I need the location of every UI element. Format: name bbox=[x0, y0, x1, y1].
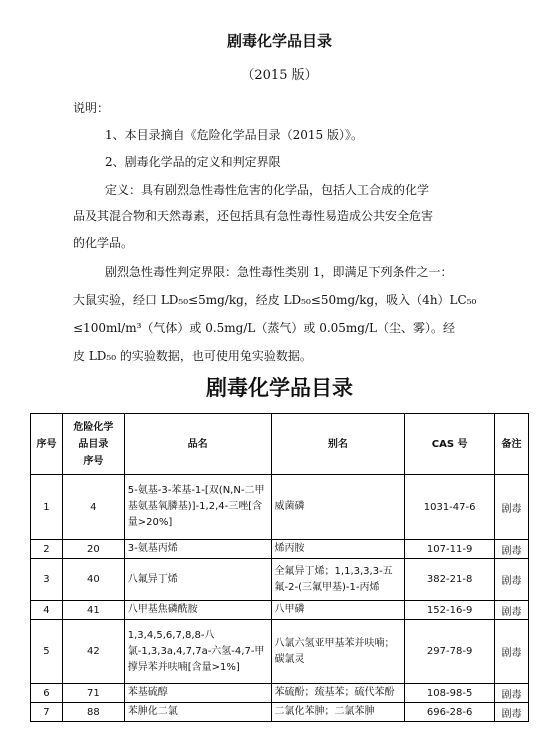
table-row bbox=[31, 559, 529, 601]
document-edition: （2015 版） bbox=[241, 68, 318, 83]
row-seq: 3 bbox=[31, 559, 63, 601]
row-catalog-seq: 88 bbox=[62, 703, 124, 722]
row-seq: 6 bbox=[31, 684, 63, 703]
table-header-row bbox=[31, 414, 529, 475]
table-row bbox=[31, 601, 529, 620]
row-catalog-seq: 40 bbox=[62, 559, 124, 601]
row-name: 5-氨基-3-苯基-1-[双(N,N-二甲基氨基氧膦基)]-1,2,4-三唑[含量>20%] bbox=[124, 475, 271, 540]
row-remark: 剧毒 bbox=[495, 475, 529, 540]
row-catalog-seq: 4 bbox=[62, 475, 124, 540]
row-remark: 剧毒 bbox=[495, 620, 529, 684]
catalog-title: 剧毒化学品目录 bbox=[206, 376, 353, 400]
header-name: 品名 bbox=[124, 414, 271, 475]
note-label: 说明： bbox=[73, 101, 110, 115]
row-cas: 297-78-9 bbox=[405, 620, 495, 684]
table-row bbox=[31, 620, 529, 684]
row-cas: 108-98-5 bbox=[405, 684, 495, 703]
row-name: 苯基硫醇 bbox=[124, 684, 271, 703]
table-row bbox=[31, 684, 529, 703]
header-cas: CAS 号 bbox=[405, 414, 495, 475]
row-catalog-seq: 41 bbox=[62, 601, 124, 620]
row-name: 1,3,4,5,6,7,8,8-八氯-1,3,3a,4,7,7a-六氢-4,7-甲撑异苯并呋喃[含量>1%] bbox=[124, 620, 271, 684]
definition-line: 定义：具有剧烈急性毒性危害的化学品，包括人工合成的化学 bbox=[105, 183, 430, 197]
row-alias: 八甲磷 bbox=[271, 601, 405, 620]
definition-line: 的化学品。 bbox=[73, 236, 134, 250]
table-row bbox=[31, 703, 529, 722]
row-catalog-seq: 71 bbox=[62, 684, 124, 703]
header-catalog-seq-line: 序号 bbox=[83, 455, 104, 467]
row-catalog-seq: 20 bbox=[62, 540, 124, 559]
chemical-catalog-table bbox=[30, 413, 529, 722]
header-catalog-seq-line: 品目录 bbox=[78, 438, 109, 450]
table-row bbox=[31, 475, 529, 540]
definition-line: 品及其混合物和天然毒素，还包括具有急性毒性易造成公共安全危害 bbox=[73, 209, 434, 223]
table-row bbox=[31, 540, 529, 559]
row-catalog-seq: 42 bbox=[62, 620, 124, 684]
row-alias: 苯硫酚；巯基苯；硫代苯酚 bbox=[271, 684, 405, 703]
row-alias: 威菌磷 bbox=[271, 475, 405, 540]
row-remark: 剧毒 bbox=[495, 540, 529, 559]
row-seq: 2 bbox=[31, 540, 63, 559]
row-alias: 全氟异丁烯；1,1,3,3,3-五氟-2-(三氟甲基)-1-丙烯 bbox=[271, 559, 405, 601]
row-name: 苯胂化二氯 bbox=[124, 703, 271, 722]
row-remark: 剧毒 bbox=[495, 684, 529, 703]
header-seq: 序号 bbox=[31, 414, 63, 475]
row-cas: 1031-47-6 bbox=[405, 475, 495, 540]
row-remark: 剧毒 bbox=[495, 703, 529, 722]
row-seq: 5 bbox=[31, 620, 63, 684]
row-name: 八氟异丁烯 bbox=[124, 559, 271, 601]
row-seq: 4 bbox=[31, 601, 63, 620]
header-catalog-seq-line: 危险化学 bbox=[73, 421, 114, 433]
row-alias: 二氯化苯胂；二氯苯胂 bbox=[271, 703, 405, 722]
row-name: 八甲基焦磷酰胺 bbox=[124, 601, 271, 620]
row-cas: 382-21-8 bbox=[405, 559, 495, 601]
header-alias: 别名 bbox=[271, 414, 405, 475]
row-name: 3-氨基丙烯 bbox=[124, 540, 271, 559]
note-item-1: 1、本目录摘自《危险化学品目录（2015 版）》。 bbox=[105, 128, 363, 142]
criteria-line: 皮 LD₅₀ 的实验数据，也可使用兔实验数据。 bbox=[73, 349, 312, 363]
row-alias: 八氯六氢亚甲基苯并呋喃；碳氯灵 bbox=[271, 620, 405, 684]
row-cas: 107-11-9 bbox=[405, 540, 495, 559]
row-cas: 696-28-6 bbox=[405, 703, 495, 722]
criteria-line: 大鼠实验，经口 LD₅₀≤5mg/kg，经皮 LD₅₀≤50mg/kg，吸入（4h）LC₅₀ bbox=[73, 293, 477, 307]
row-remark: 剧毒 bbox=[495, 559, 529, 601]
note-item-2: 2、剧毒化学品的定义和判定界限 bbox=[105, 155, 281, 169]
row-seq: 7 bbox=[31, 703, 63, 722]
criteria-line: 剧烈急性毒性判定界限：急性毒性类别 1，即满足下列条件之一： bbox=[105, 265, 453, 279]
row-cas: 152-16-9 bbox=[405, 601, 495, 620]
row-alias: 烯丙胺 bbox=[271, 540, 405, 559]
header-remark: 备注 bbox=[495, 414, 529, 475]
row-seq: 1 bbox=[31, 475, 63, 540]
criteria-line: ≤100ml/m³（气体）或 0.5mg/L（蒸气）或 0.05mg/L（尘、雾）。经 bbox=[73, 321, 455, 335]
row-remark: 剧毒 bbox=[495, 601, 529, 620]
document-title: 剧毒化学品目录 bbox=[226, 32, 332, 50]
header-catalog-seq bbox=[62, 414, 124, 475]
